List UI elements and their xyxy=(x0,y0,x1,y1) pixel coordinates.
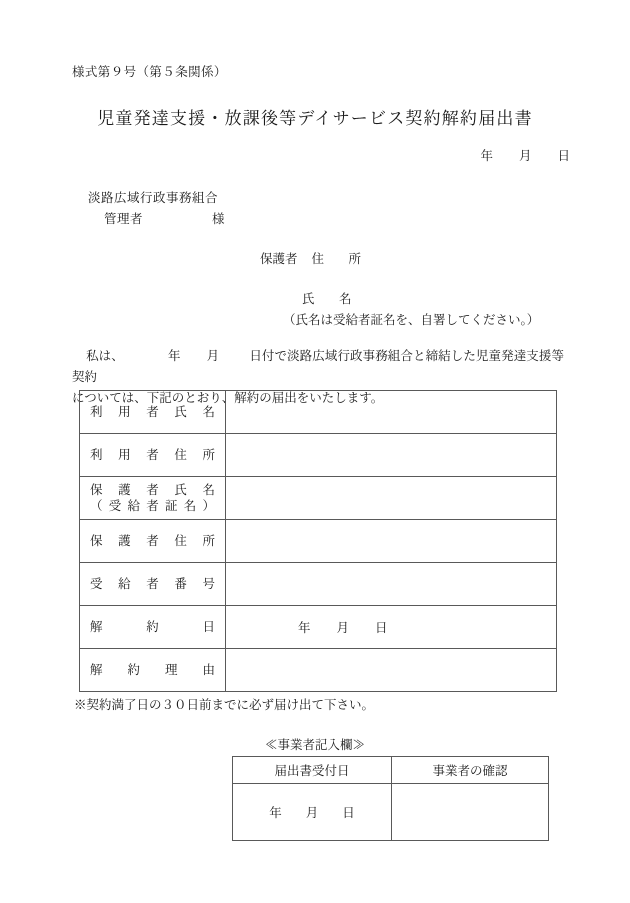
cancellation-date-day-label: 日 xyxy=(375,620,388,635)
form-number: 様式第９号（第５条関係） xyxy=(72,64,227,79)
row-label-recipient-number xyxy=(80,563,226,606)
submission-date-line xyxy=(0,146,570,164)
table-row xyxy=(80,434,557,477)
row-label-user-address xyxy=(80,434,226,477)
body-month-label: 月 xyxy=(206,348,220,363)
submission-date-day-label: 日 xyxy=(557,148,570,163)
row-value-cancellation-reason[interactable] xyxy=(226,649,557,692)
applicant-name-note: （氏名は受給者証名を、自署してください。） xyxy=(283,312,540,327)
cancellation-date-month-label: 月 xyxy=(336,620,350,635)
row-label-cancellation-date xyxy=(80,606,226,649)
submission-date-month-label: 月 xyxy=(518,148,532,163)
deadline-note: ※契約満了日の３０日前までに必ず届け出て下さい。 xyxy=(74,697,375,712)
provider-section-heading: ≪事業者記入欄≫ xyxy=(264,737,365,752)
row-label-user-name xyxy=(80,391,226,434)
table-row xyxy=(80,477,557,520)
table-row xyxy=(80,391,557,434)
table-row xyxy=(80,520,557,563)
row-value-guardian-name[interactable] xyxy=(226,477,557,520)
body-line2: については、下記のとおり、解約の届出をいたします。 xyxy=(72,390,384,405)
applicant-name-label: 氏 名 xyxy=(302,291,358,306)
applicant-address-row xyxy=(260,249,367,267)
addressee-honorific: 様 xyxy=(212,211,225,226)
row-label-text-line2: （受給者証名） xyxy=(90,499,215,513)
row-value-guardian-address[interactable] xyxy=(226,520,557,563)
row-label-text: 解約日 xyxy=(90,620,215,634)
table-row xyxy=(80,563,557,606)
provider-column-receipt-date: 届出書受付日 xyxy=(233,757,392,784)
row-label-text: 保護者住所 xyxy=(90,534,215,548)
cancellation-date-year-label: 年 xyxy=(298,620,311,635)
body-lead: 私は、 xyxy=(86,348,124,363)
contract-cancellation-table xyxy=(79,390,557,692)
row-value-user-address[interactable] xyxy=(226,434,557,477)
table-row xyxy=(80,649,557,692)
provider-confirmation-cell[interactable] xyxy=(392,784,549,841)
row-label-text: 利用者氏名 xyxy=(90,405,215,419)
row-value-recipient-number[interactable] xyxy=(226,563,557,606)
receipt-date-day-label: 日 xyxy=(342,806,355,820)
body-year-label: 年 xyxy=(167,348,181,363)
row-label-cancellation-reason xyxy=(80,649,226,692)
provider-column-confirmation: 事業者の確認 xyxy=(392,757,549,784)
table-header-row xyxy=(233,757,549,784)
submission-date-year-label: 年 xyxy=(480,148,493,163)
row-label-text: 利用者住所 xyxy=(90,448,215,462)
row-label-guardian-address xyxy=(80,520,226,563)
row-label-guardian-name xyxy=(80,477,226,520)
row-label-text: 受給者番号 xyxy=(90,577,215,591)
row-label-text: 保護者氏名 xyxy=(90,483,215,497)
cancellation-date-fields xyxy=(226,618,556,636)
row-value-user-name[interactable] xyxy=(226,391,557,434)
provider-entry-table xyxy=(232,756,549,841)
provider-receipt-date-cell[interactable] xyxy=(233,784,392,841)
body-tail: 日付で淡路広域行政事務組合と締結した児童発達支援等契約 xyxy=(72,348,564,384)
row-value-cancellation-date[interactable] xyxy=(226,606,557,649)
page-title: 児童発達支援・放課後等デイサービス契約解約届出書 xyxy=(97,109,533,129)
row-label-text: 解約理由 xyxy=(90,663,215,677)
receipt-date-year-label: 年 xyxy=(269,806,282,820)
applicant-address-label: 住 所 xyxy=(311,251,368,266)
addressee-organization: 淡路広域行政事務組合 xyxy=(88,190,219,205)
addressee-role: 管理者 xyxy=(104,211,144,226)
applicant-address-prefix: 保護者 xyxy=(260,251,298,266)
table-row xyxy=(80,606,557,649)
receipt-date-month-label: 月 xyxy=(305,806,319,820)
table-row xyxy=(233,784,549,841)
